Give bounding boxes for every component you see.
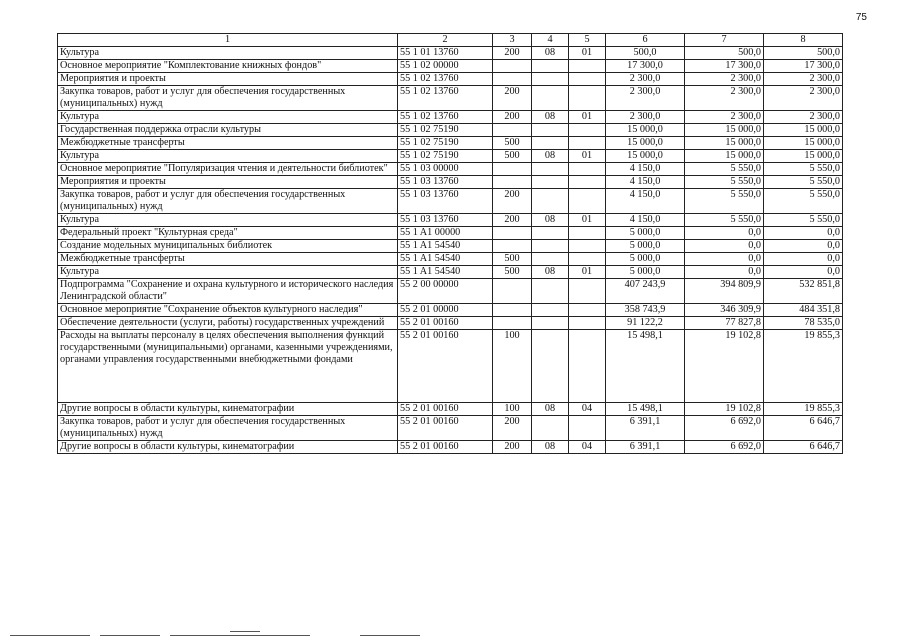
column-header: 8 — [764, 34, 843, 47]
row-subsection — [569, 60, 606, 73]
row-expense-type — [493, 176, 532, 189]
table-row — [58, 189, 843, 214]
row-section — [532, 137, 569, 150]
table-row — [58, 441, 843, 454]
row-subsection — [569, 416, 606, 441]
row-name: Культура — [58, 47, 398, 60]
row-value-col8: 19 855,3 — [764, 330, 843, 403]
row-section — [532, 176, 569, 189]
row-value-col6: 4 150,0 — [606, 176, 685, 189]
row-subsection: 01 — [569, 111, 606, 124]
row-expense-type: 200 — [493, 189, 532, 214]
row-code: 55 2 01 00160 — [398, 403, 493, 416]
row-expense-type: 200 — [493, 47, 532, 60]
row-name: Основное мероприятие "Популяризация чтения и деятельности библиотек" — [58, 163, 398, 176]
row-code: 55 1 02 00000 — [398, 60, 493, 73]
row-value-col7: 5 550,0 — [685, 176, 764, 189]
row-subsection — [569, 304, 606, 317]
row-code: 55 1 02 13760 — [398, 86, 493, 111]
row-section — [532, 304, 569, 317]
column-header: 6 — [606, 34, 685, 47]
row-expense-type: 200 — [493, 441, 532, 454]
row-expense-type — [493, 124, 532, 137]
row-value-col6: 15 498,1 — [606, 330, 685, 403]
row-section — [532, 317, 569, 330]
row-code: 55 1 02 13760 — [398, 111, 493, 124]
column-header: 3 — [493, 34, 532, 47]
row-expense-type — [493, 227, 532, 240]
row-value-col6: 17 300,0 — [606, 60, 685, 73]
table-row — [58, 253, 843, 266]
row-section — [532, 240, 569, 253]
row-value-col7: 0,0 — [685, 227, 764, 240]
row-subsection — [569, 227, 606, 240]
row-name: Культура — [58, 111, 398, 124]
row-subsection — [569, 253, 606, 266]
row-value-col8: 78 535,0 — [764, 317, 843, 330]
row-name: Государственная поддержка отрасли культуры — [58, 124, 398, 137]
row-value-col6: 15 498,1 — [606, 403, 685, 416]
row-name: Закупка товаров, работ и услуг для обеспечения государственных (муниципальных) нужд — [58, 86, 398, 111]
table-row — [58, 86, 843, 111]
row-code: 55 1 02 75190 — [398, 124, 493, 137]
row-section — [532, 330, 569, 403]
row-code: 55 1 A1 54540 — [398, 266, 493, 279]
row-value-col8: 15 000,0 — [764, 137, 843, 150]
page-number: 75 — [855, 12, 867, 23]
row-subsection — [569, 124, 606, 137]
row-value-col7: 5 550,0 — [685, 163, 764, 176]
row-value-col8: 2 300,0 — [764, 111, 843, 124]
row-subsection: 04 — [569, 403, 606, 416]
row-value-col8: 2 300,0 — [764, 73, 843, 86]
row-code: 55 2 01 00160 — [398, 416, 493, 441]
row-value-col7: 0,0 — [685, 266, 764, 279]
row-code: 55 2 00 00000 — [398, 279, 493, 304]
table-row — [58, 214, 843, 227]
row-value-col6: 15 000,0 — [606, 150, 685, 163]
row-value-col6: 5 000,0 — [606, 240, 685, 253]
row-section — [532, 253, 569, 266]
row-section — [532, 279, 569, 304]
row-value-col6: 4 150,0 — [606, 163, 685, 176]
row-value-col6: 91 122,2 — [606, 317, 685, 330]
row-expense-type: 500 — [493, 137, 532, 150]
row-name: Мероприятия и проекты — [58, 73, 398, 86]
row-value-col6: 5 000,0 — [606, 266, 685, 279]
row-section — [532, 60, 569, 73]
row-code: 55 1 03 00000 — [398, 163, 493, 176]
row-subsection: 01 — [569, 266, 606, 279]
header-row — [58, 34, 843, 47]
table-row — [58, 47, 843, 60]
row-value-col7: 5 550,0 — [685, 189, 764, 214]
row-section: 08 — [532, 214, 569, 227]
row-code: 55 1 03 13760 — [398, 176, 493, 189]
row-value-col8: 6 646,7 — [764, 416, 843, 441]
table-row — [58, 317, 843, 330]
row-section — [532, 73, 569, 86]
row-expense-type — [493, 60, 532, 73]
column-header: 7 — [685, 34, 764, 47]
row-value-col8: 2 300,0 — [764, 86, 843, 111]
row-subsection — [569, 176, 606, 189]
row-value-col8: 0,0 — [764, 253, 843, 266]
row-code: 55 2 01 00160 — [398, 330, 493, 403]
row-code: 55 1 01 13760 — [398, 47, 493, 60]
row-value-col6: 6 391,1 — [606, 441, 685, 454]
row-name: Основное мероприятие "Сохранение объектов культурного наследия" — [58, 304, 398, 317]
scan-edge-line — [100, 635, 160, 636]
row-name: Закупка товаров, работ и услуг для обеспечения государственных (муниципальных) нужд — [58, 189, 398, 214]
row-value-col7: 5 550,0 — [685, 214, 764, 227]
row-subsection — [569, 86, 606, 111]
row-expense-type — [493, 317, 532, 330]
row-value-col6: 15 000,0 — [606, 137, 685, 150]
row-value-col7: 15 000,0 — [685, 124, 764, 137]
row-value-col8: 0,0 — [764, 240, 843, 253]
row-section: 08 — [532, 403, 569, 416]
row-value-col7: 2 300,0 — [685, 73, 764, 86]
row-name: Подпрограмма "Сохранение и охрана культурного и исторического наследия Ленинградской области" — [58, 279, 398, 304]
row-section — [532, 227, 569, 240]
row-value-col8: 500,0 — [764, 47, 843, 60]
row-name: Культура — [58, 214, 398, 227]
row-section — [532, 189, 569, 214]
row-value-col8: 15 000,0 — [764, 150, 843, 163]
row-value-col7: 19 102,8 — [685, 403, 764, 416]
scan-edge-line — [10, 635, 90, 636]
row-value-col7: 394 809,9 — [685, 279, 764, 304]
row-name: Закупка товаров, работ и услуг для обеспечения государственных (муниципальных) нужд — [58, 416, 398, 441]
row-name: Мероприятия и проекты — [58, 176, 398, 189]
row-value-col6: 407 243,9 — [606, 279, 685, 304]
column-header: 2 — [398, 34, 493, 47]
row-subsection: 01 — [569, 214, 606, 227]
row-value-col6: 2 300,0 — [606, 73, 685, 86]
row-value-col8: 5 550,0 — [764, 176, 843, 189]
row-value-col8: 15 000,0 — [764, 124, 843, 137]
row-expense-type: 500 — [493, 266, 532, 279]
row-code: 55 1 A1 00000 — [398, 227, 493, 240]
row-subsection — [569, 279, 606, 304]
budget-table — [57, 33, 843, 454]
row-code: 55 2 01 00000 — [398, 304, 493, 317]
row-value-col8: 0,0 — [764, 266, 843, 279]
row-name: Межбюджетные трансферты — [58, 137, 398, 150]
row-name: Культура — [58, 150, 398, 163]
row-subsection — [569, 317, 606, 330]
row-section — [532, 416, 569, 441]
row-code: 55 2 01 00160 — [398, 317, 493, 330]
row-value-col7: 15 000,0 — [685, 137, 764, 150]
row-value-col7: 6 692,0 — [685, 416, 764, 441]
row-code: 55 1 02 75190 — [398, 150, 493, 163]
row-section: 08 — [532, 266, 569, 279]
row-section — [532, 163, 569, 176]
row-expense-type: 200 — [493, 214, 532, 227]
row-expense-type — [493, 163, 532, 176]
row-value-col8: 532 851,8 — [764, 279, 843, 304]
row-name: Создание модельных муниципальных библиотек — [58, 240, 398, 253]
row-subsection: 01 — [569, 150, 606, 163]
row-section: 08 — [532, 441, 569, 454]
row-value-col7: 77 827,8 — [685, 317, 764, 330]
row-expense-type: 100 — [493, 403, 532, 416]
row-name: Межбюджетные трансферты — [58, 253, 398, 266]
row-code: 55 1 03 13760 — [398, 214, 493, 227]
row-expense-type — [493, 73, 532, 86]
row-expense-type — [493, 279, 532, 304]
table-row — [58, 150, 843, 163]
row-expense-type — [493, 240, 532, 253]
scan-edge-line — [230, 631, 260, 632]
table-row — [58, 227, 843, 240]
row-value-col7: 0,0 — [685, 240, 764, 253]
row-value-col7: 346 309,9 — [685, 304, 764, 317]
row-subsection: 04 — [569, 441, 606, 454]
row-value-col6: 2 300,0 — [606, 111, 685, 124]
row-value-col7: 2 300,0 — [685, 86, 764, 111]
table-row — [58, 304, 843, 317]
row-expense-type: 500 — [493, 253, 532, 266]
table-row — [58, 403, 843, 416]
table-row — [58, 330, 843, 403]
row-expense-type: 200 — [493, 416, 532, 441]
row-value-col8: 5 550,0 — [764, 189, 843, 214]
row-subsection: 01 — [569, 47, 606, 60]
row-section: 08 — [532, 150, 569, 163]
row-value-col7: 19 102,8 — [685, 330, 764, 403]
row-expense-type: 500 — [493, 150, 532, 163]
row-value-col7: 2 300,0 — [685, 111, 764, 124]
row-value-col6: 5 000,0 — [606, 253, 685, 266]
row-name: Федеральный проект "Культурная среда" — [58, 227, 398, 240]
row-subsection — [569, 189, 606, 214]
row-expense-type: 200 — [493, 86, 532, 111]
table-row — [58, 60, 843, 73]
row-name: Другие вопросы в области культуры, кинематографии — [58, 441, 398, 454]
column-header: 4 — [532, 34, 569, 47]
table-row — [58, 163, 843, 176]
table-row — [58, 416, 843, 441]
row-name: Обеспечение деятельности (услуги, работы) государственных учреждений — [58, 317, 398, 330]
scan-edge-line — [170, 635, 310, 636]
row-code: 55 1 02 13760 — [398, 73, 493, 86]
row-code: 55 1 A1 54540 — [398, 240, 493, 253]
row-name: Культура — [58, 266, 398, 279]
row-code: 55 1 02 75190 — [398, 137, 493, 150]
row-subsection — [569, 73, 606, 86]
row-code: 55 1 03 13760 — [398, 189, 493, 214]
row-value-col6: 4 150,0 — [606, 189, 685, 214]
table-row — [58, 266, 843, 279]
column-header: 5 — [569, 34, 606, 47]
table-row — [58, 137, 843, 150]
row-code: 55 1 A1 54540 — [398, 253, 493, 266]
table-row — [58, 124, 843, 137]
row-value-col6: 2 300,0 — [606, 86, 685, 111]
row-section: 08 — [532, 47, 569, 60]
row-value-col7: 17 300,0 — [685, 60, 764, 73]
row-subsection — [569, 330, 606, 403]
row-expense-type: 200 — [493, 111, 532, 124]
row-value-col6: 6 391,1 — [606, 416, 685, 441]
table-row — [58, 279, 843, 304]
table-row — [58, 73, 843, 86]
row-value-col6: 500,0 — [606, 47, 685, 60]
row-expense-type — [493, 304, 532, 317]
table-row — [58, 176, 843, 189]
table-row — [58, 240, 843, 253]
row-value-col8: 484 351,8 — [764, 304, 843, 317]
row-value-col8: 17 300,0 — [764, 60, 843, 73]
row-value-col7: 15 000,0 — [685, 150, 764, 163]
row-name: Расходы на выплаты персоналу в целях обеспечения выполнения функций государственными (муниципальными) органами, казенными учреждениями, органами управления государственными внебюджетными фондами — [58, 330, 398, 403]
row-value-col7: 500,0 — [685, 47, 764, 60]
row-section: 08 — [532, 111, 569, 124]
row-value-col8: 5 550,0 — [764, 163, 843, 176]
row-subsection — [569, 240, 606, 253]
row-value-col6: 15 000,0 — [606, 124, 685, 137]
row-name: Другие вопросы в области культуры, кинематографии — [58, 403, 398, 416]
row-value-col8: 6 646,7 — [764, 441, 843, 454]
scan-edge-line — [360, 635, 420, 636]
row-expense-type: 100 — [493, 330, 532, 403]
table-row — [58, 111, 843, 124]
row-value-col6: 5 000,0 — [606, 227, 685, 240]
row-value-col8: 5 550,0 — [764, 214, 843, 227]
column-header: 1 — [58, 34, 398, 47]
row-value-col6: 358 743,9 — [606, 304, 685, 317]
row-subsection — [569, 137, 606, 150]
row-value-col7: 0,0 — [685, 253, 764, 266]
row-value-col8: 19 855,3 — [764, 403, 843, 416]
row-code: 55 2 01 00160 — [398, 441, 493, 454]
row-name: Основное мероприятие "Комплектование книжных фондов" — [58, 60, 398, 73]
row-value-col6: 4 150,0 — [606, 214, 685, 227]
row-value-col7: 6 692,0 — [685, 441, 764, 454]
row-section — [532, 124, 569, 137]
row-value-col8: 0,0 — [764, 227, 843, 240]
row-subsection — [569, 163, 606, 176]
row-section — [532, 86, 569, 111]
